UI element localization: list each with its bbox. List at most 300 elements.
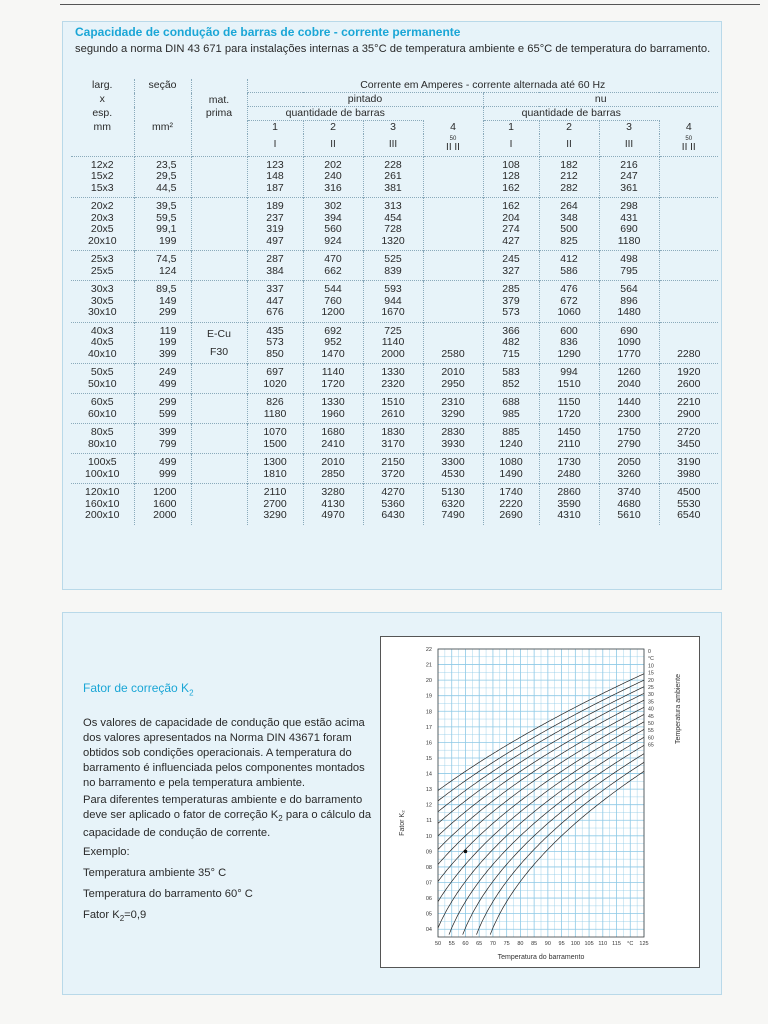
table-value: 149: [158, 294, 177, 307]
table-value: 59,5: [156, 211, 177, 224]
table-value: 2310: [441, 396, 465, 408]
material-text: F30: [209, 345, 229, 358]
table-value: 728: [384, 223, 402, 235]
section-cell: [134, 281, 191, 323]
ampacity-table: [71, 79, 718, 525]
factor-para-1: Os valores de capacidade de condução que estão acima dos valores apresentados na Norma DIN 43671 foram obtidos sob condições operacionais. A temperatura do barramento é influenciada pelos componentes montados no barramento e pela temperatura ambiente.: [83, 717, 365, 789]
current-cell: [483, 156, 539, 198]
current-cell: [363, 251, 423, 281]
table-value: 1490: [499, 467, 523, 480]
table-value: 249: [158, 366, 177, 378]
current-cell: [599, 198, 659, 251]
table-value: 850: [266, 347, 284, 360]
table-value: 1450: [557, 426, 581, 438]
ambient-label: 0: [648, 649, 651, 655]
table-group-row: [71, 394, 718, 424]
table-value: 1720: [557, 407, 581, 420]
y-tick-label: 04: [425, 927, 432, 934]
cell-values: [364, 457, 423, 480]
current-cell: [483, 424, 539, 454]
dimension-cell: [71, 454, 134, 484]
hdr-roman-4n-text: II II: [681, 142, 696, 154]
y-tick-label: 05: [425, 911, 432, 918]
cell-values: [600, 427, 659, 450]
cell-values: [600, 367, 659, 390]
table-value: 836: [560, 336, 578, 348]
ex-factor-sub: 2: [119, 914, 125, 924]
table-value: 2210: [677, 396, 701, 408]
table-value: 228: [384, 158, 402, 171]
table-value: 560: [324, 223, 342, 235]
table-value: 795: [620, 264, 638, 277]
current-cell: [483, 322, 539, 364]
table-value: [660, 201, 719, 213]
current-cell: [363, 364, 423, 394]
current-cell: [303, 251, 363, 281]
cell-values: [424, 326, 483, 361]
table-value: 3170: [381, 437, 405, 450]
table-value: 302: [324, 200, 342, 212]
cell-values: [71, 487, 134, 522]
table-value: [424, 213, 483, 225]
cell-values: [424, 427, 483, 450]
table-value: [660, 337, 719, 349]
table-value: 2480: [557, 467, 581, 480]
x-tick-label: °C: [627, 941, 634, 947]
table-value: 1470: [321, 347, 345, 360]
y-tick-label: 15: [425, 755, 432, 762]
table-value: 187: [266, 181, 284, 194]
cell-values: [540, 201, 599, 247]
current-cell: [303, 424, 363, 454]
table-value: 216: [620, 158, 638, 171]
hdr-qty-3p: 3: [363, 121, 423, 135]
current-cell: [659, 322, 718, 364]
table-value: 564: [620, 283, 638, 295]
ambient-label: 45: [648, 713, 654, 720]
current-cell: [539, 198, 599, 251]
table-value: 725: [384, 324, 402, 337]
cell-values: [248, 326, 303, 361]
current-cell: [599, 424, 659, 454]
x-tick-label: 125: [639, 941, 649, 947]
table-value: 2150: [381, 456, 405, 468]
factor-text: [83, 716, 373, 928]
hdr-prima: prima: [205, 106, 233, 119]
table-value: 30x10: [87, 306, 117, 318]
table-value: 435: [266, 324, 284, 337]
table-value: 1150: [557, 396, 581, 408]
table-value: 89,5: [156, 283, 177, 295]
table-value: [424, 307, 483, 319]
cell-values: [71, 457, 134, 480]
table-value: 299: [158, 396, 177, 408]
hdr-qty-1n: 1: [483, 121, 539, 135]
example-bar-temp: Temperatura do barramento 60° C: [83, 888, 253, 901]
cell-values: [660, 427, 719, 450]
table-value: 3930: [441, 437, 465, 450]
cell-values: [364, 284, 423, 319]
current-cell: [247, 394, 303, 424]
table-subtitle: segundo a norma DIN 43 671 para instalações internas a 35°C de temperatura ambiente e 65°C de temperatura do barramento.: [75, 43, 711, 55]
table-value: 1060: [557, 306, 581, 318]
table-value: 379: [502, 294, 520, 307]
cell-values: [484, 427, 539, 450]
table-value: 282: [560, 181, 578, 194]
table-value: 199: [158, 234, 177, 247]
table-value: 1680: [321, 426, 345, 438]
table-value: 431: [620, 211, 638, 224]
table-value: 200x10: [85, 509, 120, 521]
section-cell: [134, 424, 191, 454]
current-cell: [303, 364, 363, 394]
table-value: 4130: [321, 497, 345, 510]
table-value: 3290: [441, 407, 465, 420]
current-cell: [303, 484, 363, 525]
chart-svg: [381, 637, 699, 967]
table-value: 3980: [677, 467, 701, 480]
table-value: 20x2: [90, 200, 114, 212]
table-value: [660, 224, 719, 236]
factor-title-text: Fator de correção K: [83, 681, 190, 695]
x-tick-label: 70: [489, 941, 496, 947]
table-value: 15x3: [90, 181, 114, 194]
table-value: 264: [560, 200, 578, 212]
table-value: 162: [502, 200, 520, 212]
table-value: 1140: [381, 336, 405, 348]
hdr-roman-2n: II: [539, 134, 599, 156]
cell-values: [304, 397, 363, 420]
table-value: 212: [560, 170, 578, 182]
table-value: 1240: [499, 437, 523, 450]
current-cell: [539, 394, 599, 424]
table-value: 676: [266, 306, 284, 318]
current-cell: [539, 484, 599, 525]
current-cell: [423, 454, 483, 484]
y-tick-label: 12: [425, 802, 432, 809]
table-value: 2580: [441, 347, 465, 360]
current-cell: [659, 484, 718, 525]
current-cell: [483, 281, 539, 323]
current-cell: [599, 394, 659, 424]
header-qty-bare: quantidade de barras: [483, 107, 659, 121]
cell-values: [248, 367, 303, 390]
table-value: 1320: [381, 234, 405, 247]
table-value: 3280: [321, 486, 345, 498]
table-value: 1300: [263, 456, 287, 468]
cell-values: [540, 427, 599, 450]
table-value: 12x2: [90, 158, 114, 171]
table-value: 5610: [617, 509, 641, 521]
dimension-cell: [71, 364, 134, 394]
table-value: 247: [620, 170, 638, 182]
table-value: 924: [324, 234, 342, 247]
hdr-roman-1p: I: [247, 134, 303, 156]
cell-values: [424, 397, 483, 420]
table-value: 20x10: [87, 234, 117, 247]
cell-values: [540, 367, 599, 390]
hdr-secao-mm2: mm²: [134, 121, 191, 135]
x-tick-label: 90: [544, 941, 551, 947]
current-cell: [483, 454, 539, 484]
cell-values: [600, 326, 659, 361]
table-value: 1330: [321, 396, 345, 408]
table-value: 6430: [381, 509, 405, 521]
cell-values: [71, 427, 134, 450]
table-value: 4680: [617, 497, 641, 510]
cell-values: [540, 487, 599, 522]
current-cell: [247, 484, 303, 525]
cell-values: [135, 254, 191, 277]
hdr-roman-4p-text: II II: [446, 142, 460, 154]
table-value: 20x3: [90, 211, 114, 224]
hdr-qty-2n: 2: [539, 121, 599, 135]
ambient-label: 20: [648, 677, 654, 684]
section-cell: [134, 394, 191, 424]
cell-values: [484, 397, 539, 420]
example-factor: [83, 906, 373, 928]
table-value: 5130: [441, 486, 465, 498]
cell-values: [364, 427, 423, 450]
hdr-gap-n4: [659, 107, 718, 121]
dimension-cell: [71, 251, 134, 281]
y-tick-label: 19: [425, 693, 432, 700]
hdr-r-gap1: [71, 134, 134, 156]
ambient-label: 55: [648, 728, 654, 735]
ampacity-table-panel: [62, 21, 722, 590]
table-value: [424, 236, 483, 248]
table-value: 1200: [321, 306, 345, 318]
ambient-label: 40: [648, 706, 654, 713]
header-current: Corrente em Amperes - corrente alternada até 60 Hz: [247, 79, 718, 93]
current-cell: [659, 364, 718, 394]
cell-values: [600, 201, 659, 247]
factor-title-sub: 2: [189, 688, 194, 698]
hdr-r-gap2: [134, 134, 191, 156]
table-value: 799: [158, 437, 177, 450]
cell-values: [304, 427, 363, 450]
table-value: 15x2: [90, 170, 114, 182]
table-value: 25x5: [90, 264, 114, 277]
section-cell: [134, 198, 191, 251]
y-tick-label: 20: [425, 678, 432, 685]
table-value: 896: [620, 294, 638, 307]
table-value: 1480: [617, 306, 641, 318]
current-cell: [363, 281, 423, 323]
current-cell: [247, 281, 303, 323]
table-value: 285: [502, 283, 520, 295]
cell-values: [484, 254, 539, 277]
table-value: 2600: [677, 377, 701, 390]
table-value: 337: [266, 283, 284, 295]
table-value: 662: [324, 264, 342, 277]
current-cell: [659, 156, 718, 198]
table-value: 1020: [263, 377, 287, 390]
hdr-roman-4p: [423, 134, 483, 156]
cell-values: [484, 457, 539, 480]
table-value: 128: [502, 170, 520, 182]
table-group-row: [71, 424, 718, 454]
current-cell: [483, 364, 539, 394]
table-value: [660, 236, 719, 248]
table-value: 119: [159, 324, 177, 337]
x-tick-label: 110: [598, 941, 608, 947]
table-value: 760: [324, 294, 342, 307]
table-value: 1920: [677, 366, 701, 378]
cell-values: [135, 284, 191, 319]
section-cell: [134, 364, 191, 394]
current-cell: [423, 424, 483, 454]
material-cell: [191, 454, 247, 484]
cell-values: [248, 427, 303, 450]
cell-values: [135, 367, 191, 390]
para2-a: Para diferentes temperaturas ambiente e do barramento deve ser aplicado o fator de correção K: [83, 794, 363, 821]
ambient-label: 50: [648, 721, 654, 727]
y-tick-label: 18: [425, 709, 432, 716]
table-value: 1180: [263, 407, 287, 420]
table-value: 298: [620, 200, 638, 212]
table-group-row: [71, 198, 718, 251]
table-value: 25x3: [90, 253, 114, 265]
current-cell: [363, 156, 423, 198]
cell-values: [304, 201, 363, 247]
cell-values: [71, 367, 134, 390]
cell-values: [600, 457, 659, 480]
table-value: 2410: [321, 437, 345, 450]
table-value: 498: [620, 253, 638, 265]
table-value: 39,5: [156, 200, 177, 212]
table-value: [660, 284, 719, 296]
table-value: 7490: [441, 509, 465, 521]
cell-values: [424, 160, 483, 195]
table-value: 1740: [499, 486, 523, 498]
hdr-qty-4n: 4: [685, 120, 692, 133]
header-mat-top: [191, 79, 247, 93]
cell-values: [424, 487, 483, 522]
current-cell: [599, 364, 659, 394]
cell-values: [71, 397, 134, 420]
current-cell: [247, 322, 303, 364]
current-cell: [247, 364, 303, 394]
table-value: [424, 171, 483, 183]
table-value: 50x10: [87, 377, 117, 390]
right-axis-label: Temperatura ambiente: [675, 673, 682, 745]
material-cell: [191, 322, 247, 364]
current-cell: [247, 156, 303, 198]
table-value: 412: [560, 253, 578, 265]
cell-values: [660, 284, 719, 319]
table-value: 1720: [321, 377, 345, 390]
cell-values: [248, 487, 303, 522]
current-cell: [423, 198, 483, 251]
ambient-label: 25: [648, 685, 654, 691]
cell-values: [660, 326, 719, 361]
hdr-roman-3p: III: [363, 134, 423, 156]
example-point: [464, 850, 468, 854]
table-value: 313: [384, 200, 402, 212]
cell-values: [135, 397, 191, 420]
cell-values: [484, 487, 539, 522]
table-value: [660, 213, 719, 225]
dimension-cell: [71, 322, 134, 364]
hdr-secao-gap2: [134, 107, 191, 121]
table-value: 1200: [153, 486, 177, 498]
table-value: 826: [266, 396, 284, 408]
table-value: 348: [560, 211, 578, 224]
table-value: 381: [384, 181, 402, 194]
table-value: 50x5: [90, 366, 114, 378]
current-cell: [539, 454, 599, 484]
material-text: E-Cu: [207, 327, 231, 340]
current-cell: [539, 322, 599, 364]
y-tick-label: 09: [425, 849, 432, 856]
section-cell: [134, 484, 191, 525]
cell-values: [424, 367, 483, 390]
table-value: 672: [560, 294, 578, 307]
table-value: 4310: [557, 509, 581, 521]
cell-values: [660, 160, 719, 195]
header-bare: nu: [483, 93, 718, 107]
y-tick-label: 14: [425, 771, 432, 778]
table-value: 237: [266, 211, 284, 224]
table-value: 40x10: [87, 347, 117, 360]
table-value: 44,5: [156, 181, 177, 194]
table-value: 240: [324, 170, 342, 182]
cell-values: [484, 201, 539, 247]
cell-values: [364, 254, 423, 277]
table-value: 1180: [617, 234, 641, 247]
table-value: 6320: [441, 497, 465, 510]
table-value: 1260: [617, 366, 641, 378]
header-painted: pintado: [247, 93, 483, 107]
current-cell: [599, 484, 659, 525]
current-cell: [247, 251, 303, 281]
table-value: 202: [324, 158, 342, 171]
table-value: 316: [324, 181, 342, 194]
hdr-gap-50p: 50: [449, 136, 457, 143]
current-cell: [599, 251, 659, 281]
table-value: 287: [266, 253, 284, 265]
factor-para-2: [83, 793, 373, 841]
table-value: 204: [502, 211, 520, 224]
x-tick-label: 115: [612, 941, 621, 947]
table-value: 525: [384, 253, 402, 265]
table-value: 499: [158, 377, 177, 390]
x-tick-label: 65: [476, 941, 483, 947]
table-value: 2010: [321, 456, 345, 468]
top-rule: [60, 4, 760, 5]
hdr-secao-gap: [134, 93, 191, 107]
example-label: Exemplo:: [83, 846, 130, 859]
dimension-cell: [71, 198, 134, 251]
table-value: 2220: [499, 497, 523, 510]
cell-values: [304, 367, 363, 390]
table-value: 123: [266, 158, 284, 171]
x-tick-label: 80: [517, 941, 524, 947]
table-value: 2610: [381, 407, 405, 420]
cell-values: [484, 160, 539, 195]
cell-values: [71, 160, 134, 195]
hdr-qty-4p: 4: [423, 121, 483, 135]
section-cell: [134, 251, 191, 281]
hdr-r-gap3: [191, 134, 247, 156]
table-value: [424, 201, 483, 213]
table-value: 427: [502, 234, 520, 247]
dimension-cell: [71, 484, 134, 525]
dimension-cell: [71, 281, 134, 323]
table-value: [424, 254, 483, 266]
dimension-cell: [71, 156, 134, 198]
